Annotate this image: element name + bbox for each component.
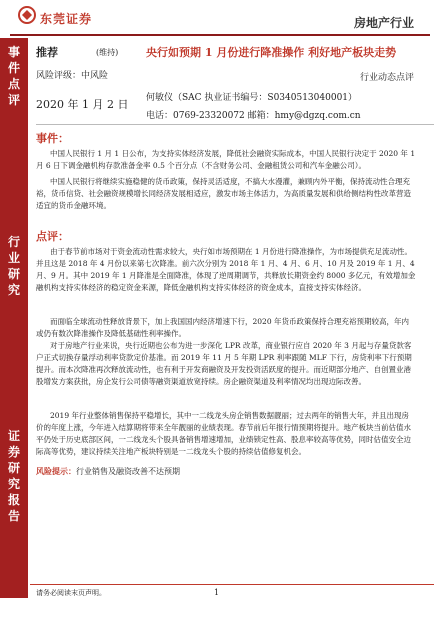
sidebar-label-industry-research: 行业研究 [7,235,20,297]
sidebar-label-securities-report: 证券研究报告 [7,429,20,523]
risk-level: 风险评级：中风险 [36,71,109,81]
footer-divider [30,584,434,585]
event-paragraph-1: 中国人民银行 1 月 1 日公布，为支持实体经济发展，降低社会融资实际成本，中国人民银行决定于 2020 年 1 月 6 日下调金融机构存款准备金率 0.5 个百分点（不含财务公司、金融租赁公司和汽车金融公司）。 [36,149,416,170]
sidebar [0,38,28,598]
recommendation-sub: (维持) [96,48,119,57]
industry-label: 房地产行业 [353,16,414,30]
report-type: 行业动态点评 [359,73,414,83]
analyst-contact: 电话：0769-23320072 邮箱：hmy@dgzq.com.cn [146,111,361,121]
sidebar-label-event-comment: 事件点评 [7,45,20,107]
recommendation-label: 推荐 [36,46,58,59]
event-heading: 事件： [36,132,69,145]
report-title: 央行如预期 1 月份进行降准操作 利好地产板块走势 [146,46,397,59]
page-number: 1 [214,588,220,597]
header-divider [10,34,430,36]
section-divider [36,124,434,125]
comment-paragraph-2: 而面临全球流动性释放背景下，加上我国国内经济增速下行，2020 年货币政策保持合理充裕预期较高，年内或仍有数次降准操作及降低基础性利率操作。 [36,317,409,338]
risk-note-text: 行业销售及融资改善不达预期 [76,467,180,476]
comment-paragraph-3: 对于房地产行业来说，央行近期也公布为进一步深化 LPR 改革，商业银行应自 2020 年 3 月起与存量贷款客户正式切换存量浮动利率贷款定价基准。而 2019 年 11 月 5 年期 LPR 利率跟随 MLF 下行，房贷利率下行预期提升。而本次降准再次释放流动性，也有利于开发商融资及开发投资活跃度的提升。而近期部分地产、自创置业港股增发方案获批，房企发行公司债等融资渠道放宽持续。房企融资渠道及利率情况均出现边际改善。 [36,341,412,386]
risk-note-label: 风险提示： [36,466,76,476]
event-paragraph-2: 中国人民银行将继续实施稳健的货币政策，保持灵活适度，不搞大水漫灌，兼顾内外平衡，保持流动性合理充裕，货币信贷、社会融资规模增长同经济发展相适应，激发市场主体活力，为高质量发展和供给侧结构性改革营造适宜的货币金融环境。 [36,177,411,210]
comment-paragraph-4: 2019 年行业整体销售保持平稳增长，其中一二线龙头房企销售数据靓丽；过去两年的销售大年，并且出现房价的年度上涨，今年进入结算期将带来全年靓丽的业绩表现。春节前后年报行情预期将提升。地产板块当前估值水平仍处于历史底部区间，一二线龙头个股具备销售增速增加，业绩锁定性高、股息率较高等优势，同时估值安全边际高等优势，建议持续关注地产板块特别是一二线龙头个股的持续估值修复机会。 [36,411,411,456]
logo-mark-icon [18,6,36,24]
brand-logo-text: 东莞证券 [40,12,93,26]
footer-disclaimer: 请务必阅读末页声明。 [36,589,106,597]
risk-note [36,466,180,477]
comment-paragraph-1: 由于春节前市场对于资金流动性需求较大，央行如市场预期在 1 月份进行降准操作，为市场提供充足流动性。并且这是 2018 年 4 月份以来第七次降准。前六次分别为 2018 年 1 月、4 月、6 月、10 月及 2019 年 1 月、4 月、9 月。其中 2019 年 1 月降准是全面降准，体现了逆周期调节，共释放长期资金约 8000 多亿元，有效增加金融机构支持实体经济的稳定资金来源，降低金融机构支持实体经济的资金成本，直接支持实体经济。 [36,247,416,292]
comment-heading: 点评： [36,230,69,243]
analyst-info: 何敏仪（SAC 执业证书编号：S0340513040001） [146,93,358,103]
page-header [0,0,440,38]
report-date: 2020 年 1 月 2 日 [36,98,129,111]
